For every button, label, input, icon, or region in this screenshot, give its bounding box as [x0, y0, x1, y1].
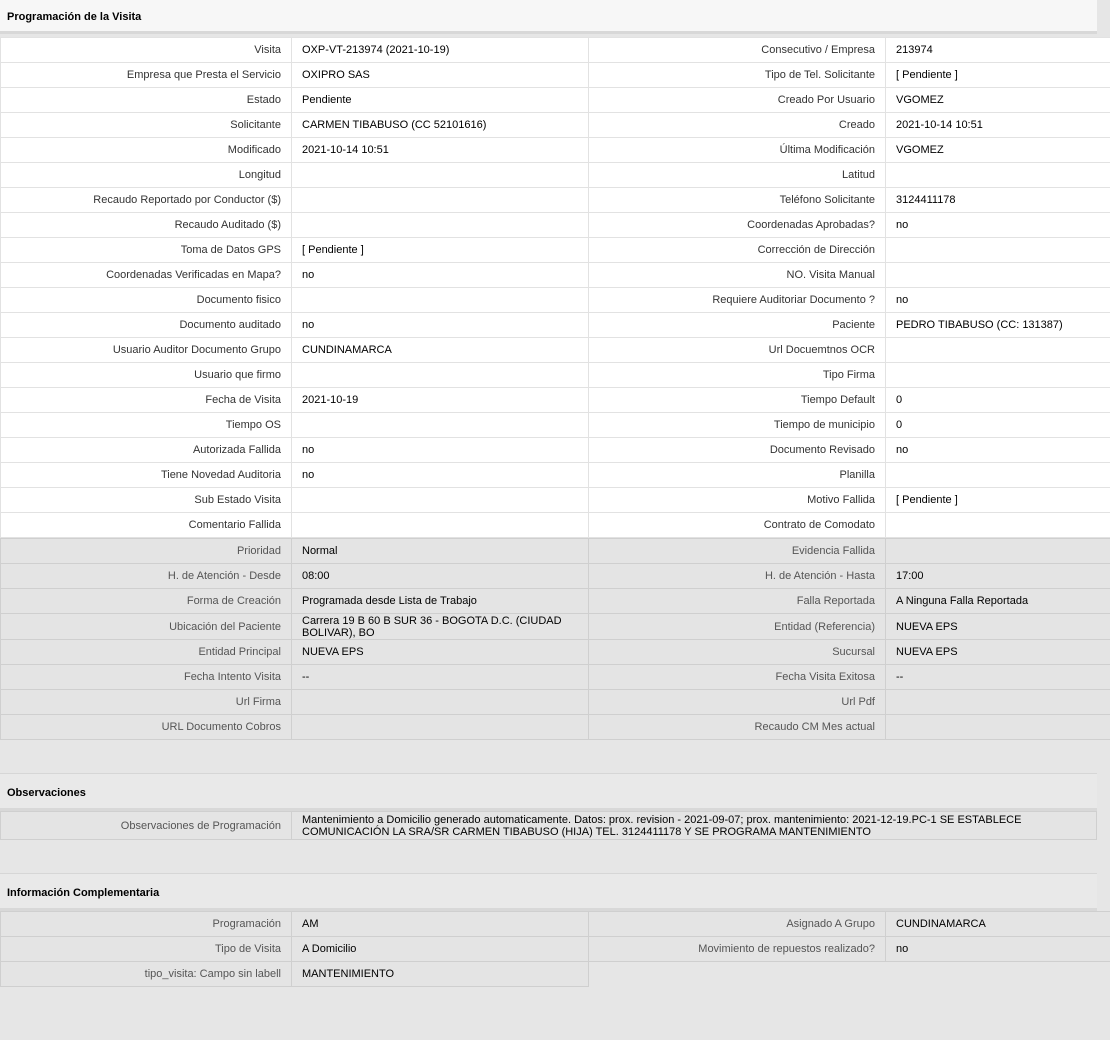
table-row — [1, 163, 1110, 188]
table-row — [1, 564, 1110, 589]
field-label: Tipo de Visita — [1, 937, 292, 962]
field-value: [ Pendiente ] — [292, 238, 589, 263]
table-row — [1, 513, 1110, 538]
field-value — [292, 363, 589, 388]
field-value: NUEVA EPS — [292, 640, 589, 665]
field-label: Latitud — [589, 163, 886, 188]
field-value — [886, 238, 1110, 263]
field-value: 08:00 — [292, 564, 589, 589]
empty-cell — [589, 962, 886, 987]
table-row — [1, 38, 1110, 63]
field-label: Falla Reportada — [589, 589, 886, 614]
field-value: [ Pendiente ] — [886, 488, 1110, 513]
field-label: Documento auditado — [1, 313, 292, 338]
table-row — [1, 912, 1110, 937]
field-label: Comentario Fallida — [1, 513, 292, 538]
table-row — [1, 88, 1110, 113]
table-row — [1, 263, 1110, 288]
table-row — [1, 640, 1110, 665]
field-value: no — [886, 438, 1110, 463]
field-value: Pendiente — [292, 88, 589, 113]
field-value: 2021-10-14 10:51 — [292, 138, 589, 163]
field-value — [292, 413, 589, 438]
table-row — [1, 238, 1110, 263]
field-label: Tiene Novedad Auditoria — [1, 463, 292, 488]
field-value — [886, 463, 1110, 488]
table-row — [1, 63, 1110, 88]
table-row — [1, 614, 1110, 640]
field-value: MANTENIMIENTO — [292, 962, 589, 987]
field-label: Requiere Auditoriar Documento ? — [589, 288, 886, 313]
field-label: Usuario Auditor Documento Grupo — [1, 338, 292, 363]
field-value: A Domicilio — [292, 937, 589, 962]
field-value: -- — [886, 665, 1110, 690]
field-value: -- — [292, 665, 589, 690]
field-value: CARMEN TIBABUSO (CC 52101616) — [292, 113, 589, 138]
field-label: Sub Estado Visita — [1, 488, 292, 513]
field-label: Sucursal — [589, 640, 886, 665]
table-row — [1, 962, 1110, 987]
field-label: Tiempo Default — [589, 388, 886, 413]
field-value: NUEVA EPS — [886, 640, 1110, 665]
observaciones-table — [0, 811, 1097, 840]
field-value: no — [886, 937, 1110, 962]
field-label: Toma de Datos GPS — [1, 238, 292, 263]
table-row — [1, 690, 1110, 715]
field-value — [886, 690, 1110, 715]
field-value: 0 — [886, 413, 1110, 438]
table-row — [1, 338, 1110, 363]
field-value: 3124411178 — [886, 188, 1110, 213]
field-value — [292, 213, 589, 238]
table-row — [1, 438, 1110, 463]
section-title-observaciones: Observaciones — [0, 773, 1097, 811]
field-label: H. de Atención - Desde — [1, 564, 292, 589]
field-label: Coordenadas Aprobadas? — [589, 213, 886, 238]
programacion-table-main — [0, 37, 1110, 538]
table-row — [1, 113, 1110, 138]
field-value: no — [886, 213, 1110, 238]
table-row — [1, 812, 1097, 840]
field-value: AM — [292, 912, 589, 937]
field-value: NUEVA EPS — [886, 614, 1110, 640]
programacion-table-secondary — [0, 538, 1110, 740]
field-label: Visita — [1, 38, 292, 63]
field-label: Ubicación del Paciente — [1, 614, 292, 640]
field-label: Corrección de Dirección — [589, 238, 886, 263]
field-value: Carrera 19 B 60 B SUR 36 - BOGOTA D.C. (CIUDAD BOLIVAR), BO — [292, 614, 589, 640]
field-value — [886, 363, 1110, 388]
field-label: Solicitante — [1, 113, 292, 138]
field-label: Creado — [589, 113, 886, 138]
table-row — [1, 937, 1110, 962]
field-label: Recaudo Reportado por Conductor ($) — [1, 188, 292, 213]
field-label: Tipo de Tel. Solicitante — [589, 63, 886, 88]
field-value: OXIPRO SAS — [292, 63, 589, 88]
section-observaciones — [0, 773, 1110, 840]
field-value — [886, 715, 1110, 740]
field-value — [886, 539, 1110, 564]
info-complementaria-table — [0, 911, 1110, 987]
field-value — [292, 488, 589, 513]
table-row — [1, 463, 1110, 488]
field-label: Consecutivo / Empresa — [589, 38, 886, 63]
field-label: Teléfono Solicitante — [589, 188, 886, 213]
field-label: Asignado A Grupo — [589, 912, 886, 937]
table-row — [1, 288, 1110, 313]
field-value: OXP-VT-213974 (2021-10-19) — [292, 38, 589, 63]
field-value — [292, 288, 589, 313]
table-row — [1, 715, 1110, 740]
field-value — [886, 263, 1110, 288]
field-label: Estado — [1, 88, 292, 113]
field-value: A Ninguna Falla Reportada — [886, 589, 1110, 614]
field-value: 213974 — [886, 38, 1110, 63]
table-row — [1, 313, 1110, 338]
field-label: Última Modificación — [589, 138, 886, 163]
field-value: 2021-10-14 10:51 — [886, 113, 1110, 138]
field-value: 2021-10-19 — [292, 388, 589, 413]
table-row — [1, 388, 1110, 413]
table-row — [1, 363, 1110, 388]
field-label: Recaudo Auditado ($) — [1, 213, 292, 238]
field-label: Url Pdf — [589, 690, 886, 715]
field-label: Usuario que firmo — [1, 363, 292, 388]
field-label: Contrato de Comodato — [589, 513, 886, 538]
field-value — [292, 188, 589, 213]
field-value: no — [292, 438, 589, 463]
field-value: CUNDINAMARCA — [292, 338, 589, 363]
field-label: Url Docuemtnos OCR — [589, 338, 886, 363]
field-value: VGOMEZ — [886, 138, 1110, 163]
field-label: Observaciones de Programación — [1, 812, 292, 840]
field-value: [ Pendiente ] — [886, 63, 1110, 88]
empty-cell — [886, 962, 1110, 987]
field-label: Tipo Firma — [589, 363, 886, 388]
field-value — [292, 715, 589, 740]
field-label: NO. Visita Manual — [589, 263, 886, 288]
table-row — [1, 213, 1110, 238]
field-label: Planilla — [589, 463, 886, 488]
field-label: Tiempo OS — [1, 413, 292, 438]
field-label: Modificado — [1, 138, 292, 163]
field-label: Empresa que Presta el Servicio — [1, 63, 292, 88]
field-value — [886, 338, 1110, 363]
field-label: URL Documento Cobros — [1, 715, 292, 740]
field-label: Longitud — [1, 163, 292, 188]
field-label: Fecha de Visita — [1, 388, 292, 413]
field-label: Motivo Fallida — [589, 488, 886, 513]
field-label: Entidad (Referencia) — [589, 614, 886, 640]
section-info-complementaria — [0, 873, 1110, 987]
field-label: Coordenadas Verificadas en Mapa? — [1, 263, 292, 288]
field-label: Autorizada Fallida — [1, 438, 292, 463]
table-row — [1, 665, 1110, 690]
table-row — [1, 413, 1110, 438]
field-label: Evidencia Fallida — [589, 539, 886, 564]
field-label: Fecha Intento Visita — [1, 665, 292, 690]
field-label: Documento Revisado — [589, 438, 886, 463]
field-value — [292, 163, 589, 188]
field-value: 0 — [886, 388, 1110, 413]
field-value: PEDRO TIBABUSO (CC: 131387) — [886, 313, 1110, 338]
field-label: Movimiento de repuestos realizado? — [589, 937, 886, 962]
field-label: Url Firma — [1, 690, 292, 715]
field-label: Fecha Visita Exitosa — [589, 665, 886, 690]
field-label: Programación — [1, 912, 292, 937]
field-value: Programada desde Lista de Trabajo — [292, 589, 589, 614]
field-label: Documento fisico — [1, 288, 292, 313]
field-value — [292, 690, 589, 715]
observaciones-value: Mantenimiento a Domicilio generado automaticamente. Datos: prox. revision - 2021-09-07; prox. mantenimiento: 2021-12-19.PC-1 SE ESTABLECE COMUNICACIÓN LA SRA/SR CARMEN TIBABUSO (HIJA) TEL. 3124411178 Y SE PROGRAMA MANTENIMIENTO — [292, 812, 1097, 840]
field-value: no — [292, 263, 589, 288]
field-value: no — [292, 463, 589, 488]
field-value: CUNDINAMARCA — [886, 912, 1110, 937]
field-value — [886, 513, 1110, 538]
field-value — [886, 163, 1110, 188]
field-value: VGOMEZ — [886, 88, 1110, 113]
field-value: Normal — [292, 539, 589, 564]
field-value — [292, 513, 589, 538]
field-value: no — [292, 313, 589, 338]
table-row — [1, 138, 1110, 163]
table-row — [1, 488, 1110, 513]
field-value: 17:00 — [886, 564, 1110, 589]
field-label: Entidad Principal — [1, 640, 292, 665]
section-title-info-complementaria: Información Complementaria — [0, 873, 1097, 911]
table-row — [1, 589, 1110, 614]
field-label: Forma de Creación — [1, 589, 292, 614]
section-title-programacion: Programación de la Visita — [0, 0, 1097, 34]
table-row — [1, 188, 1110, 213]
field-value: no — [886, 288, 1110, 313]
field-label: H. de Atención - Hasta — [589, 564, 886, 589]
field-label: Creado Por Usuario — [589, 88, 886, 113]
field-label: Tiempo de municipio — [589, 413, 886, 438]
field-label: tipo_visita: Campo sin labell — [1, 962, 292, 987]
field-label: Recaudo CM Mes actual — [589, 715, 886, 740]
field-label: Prioridad — [1, 539, 292, 564]
field-label: Paciente — [589, 313, 886, 338]
table-row — [1, 539, 1110, 564]
